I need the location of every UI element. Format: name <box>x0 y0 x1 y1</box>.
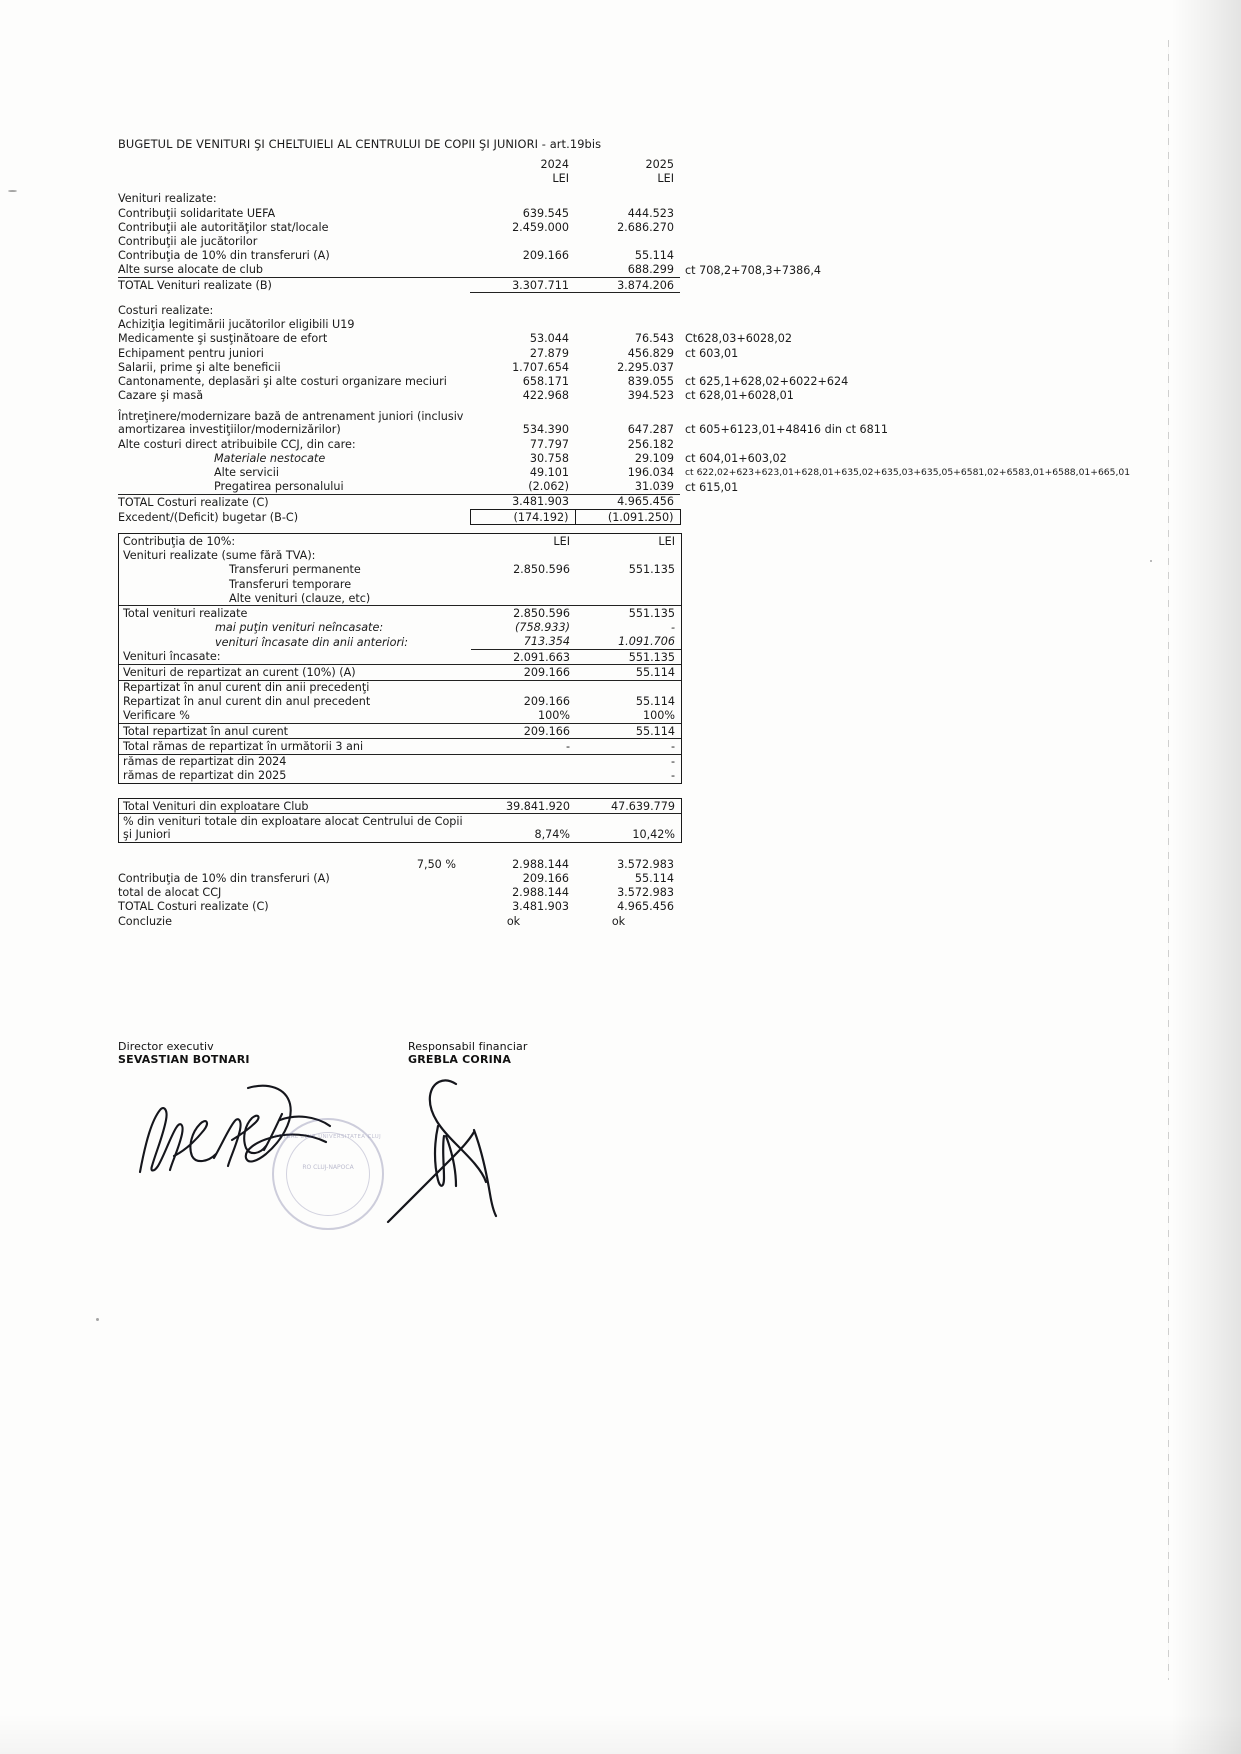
right-signer-role: Responsabil financiar <box>408 1040 528 1053</box>
row-label: Echipament pentru juniori <box>118 346 264 360</box>
threshold-label: 7,50 % <box>416 857 456 871</box>
row-value-2025: - <box>670 755 675 769</box>
row-value-2025: ok <box>611 914 626 928</box>
table-row <box>119 739 681 754</box>
row-note: ct 603,01 <box>685 346 739 360</box>
row-value-2024: 422.968 <box>522 389 569 403</box>
table-row <box>119 606 681 621</box>
row-label: Total venituri realizate <box>123 606 248 620</box>
row-value-2025: 55.114 <box>576 665 681 680</box>
official-stamp <box>272 1118 384 1230</box>
signature-right <box>408 1040 527 1066</box>
contribution-subtitle: Venituri realizate (sume fără TVA): <box>123 549 316 563</box>
row-note: ct 622,02+623+623,01+628,01+635,02+635,03+635,05+6581,02+6583,01+6588,01+665,01 <box>685 467 1131 479</box>
row-value-2024: 1.707.654 <box>512 360 569 374</box>
table-row <box>118 389 1058 403</box>
left-signer-name: SEVASTIAN BOTNARI <box>118 1053 250 1066</box>
costs-total-row <box>118 494 1058 509</box>
row-value-2025: - <box>670 621 675 635</box>
row-value-2025: - <box>670 769 675 783</box>
table-row <box>119 814 681 842</box>
row-note <box>680 220 1058 234</box>
row-label: % din venituri totale din exploatare alocat Centrului de Copii şi Juniori <box>123 814 463 842</box>
row-value-2024: 39.841.920 <box>471 799 576 814</box>
row-value-2025: 196.034 <box>627 465 674 479</box>
row-value-2025 <box>575 318 680 332</box>
scan-speck <box>96 1318 99 1321</box>
row-value-2024: 2.091.663 <box>471 650 576 665</box>
row-label: mai puţin venituri neîncasate: <box>215 621 384 635</box>
row-value-2024: (2.062) <box>470 480 575 495</box>
row-value-2025: 100% <box>576 709 681 724</box>
spacer-cell <box>680 172 1058 186</box>
table-row <box>119 709 681 724</box>
row-label: Excedent/(Deficit) bugetar (B-C) <box>118 511 299 525</box>
contribution-unit-2025: LEI <box>658 534 675 548</box>
table-row <box>119 563 681 577</box>
table-row <box>118 263 1058 278</box>
row-value-2024 <box>471 591 576 606</box>
row-note <box>680 437 1058 451</box>
row-value-2025: 55.114 <box>634 871 674 885</box>
page-title: BUGETUL DE VENITURI ŞI CHELTUIELI AL CENTRULUI DE COPII ŞI JUNIORI - art.19bis <box>118 137 602 151</box>
contribution-title-row <box>119 534 681 548</box>
row-value-2024: 49.101 <box>529 465 569 479</box>
costs-heading-row <box>118 303 1058 317</box>
row-label: Medicamente şi susţinătoare de efort <box>118 332 328 346</box>
row-value-2025: 4.965.456 <box>617 495 674 509</box>
table-row <box>119 591 681 606</box>
row-value-2025: 10,42% <box>632 828 676 842</box>
contribution-title: Contribuţia de 10%: <box>123 534 236 548</box>
row-label: Total repartizat în anul curent <box>119 724 471 739</box>
table-row <box>119 635 681 650</box>
row-label: Întreţinere/modernizare bază de antrenament juniori (inclusiv amortizarea investiţiilor/modernizărilor) <box>118 409 464 437</box>
year-2025-header: 2025 <box>645 157 674 171</box>
row-note: ct 604,01+603,02 <box>685 451 787 465</box>
row-note: ct 615,01 <box>685 480 739 494</box>
row-note <box>680 360 1058 374</box>
row-label: Venituri de repartizat an curent (10%) (A) <box>119 665 471 680</box>
currency-2025-header: LEI <box>657 172 674 186</box>
club-revenue-table <box>119 799 681 842</box>
budget-balance-row <box>118 510 1058 525</box>
row-note <box>680 278 1058 293</box>
row-value-2025: 55.114 <box>635 695 675 709</box>
row-label: Total rămas de repartizat în următorii 3 ani <box>119 739 471 754</box>
row-note <box>680 871 1058 885</box>
table-row <box>119 695 681 709</box>
table-row <box>118 437 1058 451</box>
scan-speck <box>8 190 17 192</box>
row-value-2024: (758.933) <box>515 621 570 635</box>
spacer-cell <box>118 157 400 171</box>
budget-main-table <box>118 157 1131 525</box>
row-note <box>680 510 1058 525</box>
row-value-2024: 3.481.903 <box>512 900 569 914</box>
row-label: Alte surse alocate de club <box>118 263 470 278</box>
signature-left <box>118 1040 250 1066</box>
contribution-table <box>119 534 681 783</box>
row-value-2024: 8,74% <box>534 828 571 842</box>
row-value-2024 <box>471 577 576 591</box>
row-value-2024: - <box>471 739 576 754</box>
row-value-2024: 2.850.596 <box>513 563 570 577</box>
costs-heading: Costuri realizate: <box>118 303 214 317</box>
row-value-2025: 4.965.456 <box>617 900 674 914</box>
table-row <box>119 650 681 665</box>
stamp-center-text: RO CLUJ-NAPOCA <box>302 1164 354 1171</box>
row-label: Contribuţii solidaritate UEFA <box>118 206 276 220</box>
row-value-2024: 27.879 <box>529 346 569 360</box>
table-row <box>118 375 1058 389</box>
row-value-2025: 551.135 <box>576 650 681 665</box>
contribution-unit-2024: LEI <box>553 534 570 548</box>
row-label: Contribuţia de 10% din transferuri (A) <box>118 249 330 263</box>
row-label: Contribuţia de 10% din transferuri (A) <box>118 871 330 885</box>
row-value-2024 <box>471 754 576 769</box>
spacer-cell <box>400 157 470 171</box>
row-label: TOTAL Costuri realizate (C) <box>118 495 269 509</box>
year-2024-header: 2024 <box>540 157 569 171</box>
row-note: ct 708,2+708,3+7386,4 <box>685 263 822 277</box>
row-value-2025: 2.686.270 <box>617 220 674 234</box>
row-value-2024: 2.988.144 <box>512 857 569 871</box>
table-row <box>118 465 1058 479</box>
row-value-2025 <box>576 577 681 591</box>
row-note: ct 625,1+628,02+6022+624 <box>685 375 849 389</box>
row-note: ct 628,01+6028,01 <box>685 389 794 403</box>
table-row <box>118 346 1058 360</box>
row-label: Cantonamente, deplasări şi alte costuri organizare meciuri <box>118 375 447 389</box>
table-row <box>118 886 1058 900</box>
row-value-2024: 209.166 <box>471 724 576 739</box>
table-row <box>119 799 681 814</box>
table-row <box>118 235 1058 249</box>
row-label: rămas de repartizat din 2025 <box>123 769 287 783</box>
row-label: Concluzie <box>118 914 172 928</box>
row-value-2025: 55.114 <box>576 724 681 739</box>
row-value-2024: 3.481.903 <box>512 495 569 509</box>
row-value-2025: 76.543 <box>634 332 674 346</box>
year-header-row <box>118 157 1058 171</box>
row-note <box>680 318 1058 332</box>
row-label: TOTAL Venituri realizate (B) <box>118 279 272 293</box>
row-label: Total Venituri din exploatare Club <box>119 799 471 814</box>
table-row <box>118 871 1058 885</box>
row-value-2024: 2.459.000 <box>512 220 569 234</box>
budget-document <box>118 137 1131 928</box>
row-value-2025: 456.829 <box>627 346 674 360</box>
row-value-2025: 2.295.037 <box>617 360 674 374</box>
table-row <box>118 318 1058 332</box>
row-label: venituri încasate din anii anteriori: <box>215 635 408 649</box>
table-row <box>118 857 1058 871</box>
row-value-2024: ok <box>506 914 521 928</box>
row-value-2025 <box>576 591 681 606</box>
table-row <box>118 451 1058 465</box>
row-value-2025: 3.572.983 <box>617 886 674 900</box>
currency-header-row <box>118 172 1058 186</box>
table-row <box>118 480 1058 495</box>
row-label: Repartizat în anul curent din anul precedent <box>123 695 371 709</box>
row-value-2024: 2.850.596 <box>513 606 570 620</box>
table-row <box>119 577 681 591</box>
row-label: Transferuri temporare <box>229 577 352 591</box>
right-signer-name: GREBLA CORINA <box>408 1053 512 1066</box>
row-value-2024: 209.166 <box>522 249 569 263</box>
row-value-2025: 551.135 <box>628 563 675 577</box>
spacer-cell <box>680 157 1058 171</box>
currency-2024-header: LEI <box>552 172 569 186</box>
table-row <box>118 914 1058 928</box>
left-signer-role: Director executiv <box>118 1040 214 1053</box>
table-row <box>119 680 681 695</box>
row-value-2025: 31.039 <box>575 480 680 495</box>
row-value-2025: 1.091.706 <box>576 635 681 650</box>
row-value-2024: 77.797 <box>529 437 569 451</box>
row-value-2024: 639.545 <box>522 206 569 220</box>
row-value-2024: 2.988.144 <box>512 886 569 900</box>
row-value-2024: (174.192) <box>470 510 575 525</box>
club-revenue-box <box>118 798 682 843</box>
table-row <box>118 900 1058 914</box>
row-value-2024: 209.166 <box>523 695 570 709</box>
row-label: Venituri încasate: <box>119 650 471 665</box>
row-value-2025: 444.523 <box>627 206 674 220</box>
table-row <box>119 665 681 680</box>
row-label: Pregatirea personalului <box>118 480 470 495</box>
row-value-2025: 3.874.206 <box>575 278 680 293</box>
table-row <box>118 409 1058 437</box>
row-value-2025 <box>576 680 681 695</box>
row-value-2024 <box>470 263 575 278</box>
scan-bottom-shading <box>0 1714 1241 1754</box>
row-note <box>680 494 1058 509</box>
row-value-2025: 47.639.779 <box>576 799 681 814</box>
row-value-2024 <box>471 769 576 783</box>
row-value-2024: 53.044 <box>529 332 569 346</box>
row-value-2025: 394.523 <box>627 389 674 403</box>
table-row <box>118 360 1058 374</box>
contribution-box <box>118 533 682 784</box>
table-row <box>119 769 681 783</box>
row-label: Verificare % <box>119 709 471 724</box>
row-label: Materiale nestocate <box>214 451 326 465</box>
row-value-2025: 55.114 <box>634 249 674 263</box>
row-value-2025: 839.055 <box>627 375 674 389</box>
row-note <box>680 900 1058 914</box>
row-value-2024: 209.166 <box>471 665 576 680</box>
revenues-heading: Venituri realizate: <box>118 192 217 206</box>
row-note: ct 605+6123,01+48416 din ct 6811 <box>685 423 889 437</box>
footer-calc-table <box>118 857 1058 928</box>
table-row <box>118 332 1058 346</box>
table-row <box>118 249 1058 263</box>
table-row <box>118 206 1058 220</box>
row-note <box>680 206 1058 220</box>
scan-edge-shading <box>1171 0 1241 1754</box>
row-label: Repartizat în anul curent din anii precedenţi <box>123 681 370 695</box>
table-row <box>119 724 681 739</box>
row-value-2024: 713.354 <box>471 635 576 650</box>
spacer-cell <box>118 172 400 186</box>
row-value-2025: (1.091.250) <box>575 510 680 525</box>
row-label: total de alocat CCJ <box>118 886 222 900</box>
row-value-2025: 647.287 <box>627 423 674 437</box>
row-value-2024 <box>471 680 576 695</box>
row-label <box>118 857 350 871</box>
row-value-2024: 209.166 <box>522 871 569 885</box>
table-row <box>119 754 681 769</box>
table-row <box>119 621 681 635</box>
row-label: Achiziţia legitimării jucătorilor eligibili U19 <box>118 318 355 332</box>
row-label: rămas de repartizat din 2024 <box>123 755 287 769</box>
row-label: Contribuţii ale autorităţilor stat/locale <box>118 220 329 234</box>
stamp-arc-text: FOTBAL CLUB UNIVERSITATEA CLUJ <box>274 1134 382 1140</box>
scan-edge-dashes <box>1168 40 1169 1680</box>
handwritten-signature-right <box>386 1070 566 1230</box>
row-value-2025: - <box>576 739 681 754</box>
row-label: Transferuri permanente <box>229 563 361 577</box>
row-label: TOTAL Costuri realizate (C) <box>118 900 269 914</box>
spacer-cell <box>400 172 470 186</box>
row-value-2025: 688.299 <box>575 263 680 278</box>
row-label: Alte costuri direct atribuibile CCJ, din care: <box>118 437 356 451</box>
row-value-2024: 3.307.711 <box>470 278 575 293</box>
row-note <box>680 857 1058 871</box>
revenues-heading-row <box>118 192 1058 206</box>
row-value-2025: 29.109 <box>634 451 674 465</box>
row-value-2025 <box>575 235 680 249</box>
row-label: Alte venituri (clauze, etc) <box>119 591 471 606</box>
row-value-2024: 658.171 <box>522 375 569 389</box>
row-value-2025: 3.572.983 <box>617 857 674 871</box>
row-value-2024: 534.390 <box>522 423 569 437</box>
row-value-2024: 100% <box>471 709 576 724</box>
spacer-row <box>118 293 1058 304</box>
row-label: Contribuţii ale jucătorilor <box>118 235 258 249</box>
row-value-2024: 30.758 <box>529 451 569 465</box>
row-value-2025: 256.182 <box>627 437 674 451</box>
row-value-2024 <box>470 235 575 249</box>
row-label: Cazare şi masă <box>118 389 204 403</box>
row-note <box>680 914 1058 928</box>
scan-speck <box>1150 560 1152 562</box>
contribution-subtitle-row <box>119 549 681 563</box>
row-note <box>680 886 1058 900</box>
row-note: Ct628,03+6028,02 <box>685 332 792 346</box>
table-row <box>118 220 1058 234</box>
row-label: Alte servicii <box>214 465 279 479</box>
row-note <box>680 249 1058 263</box>
row-note <box>680 235 1058 249</box>
row-value-2024 <box>470 318 575 332</box>
revenues-total-row <box>118 278 1058 293</box>
row-label: Salarii, prime şi alte beneficii <box>118 360 281 374</box>
row-value-2025: 551.135 <box>628 606 675 620</box>
